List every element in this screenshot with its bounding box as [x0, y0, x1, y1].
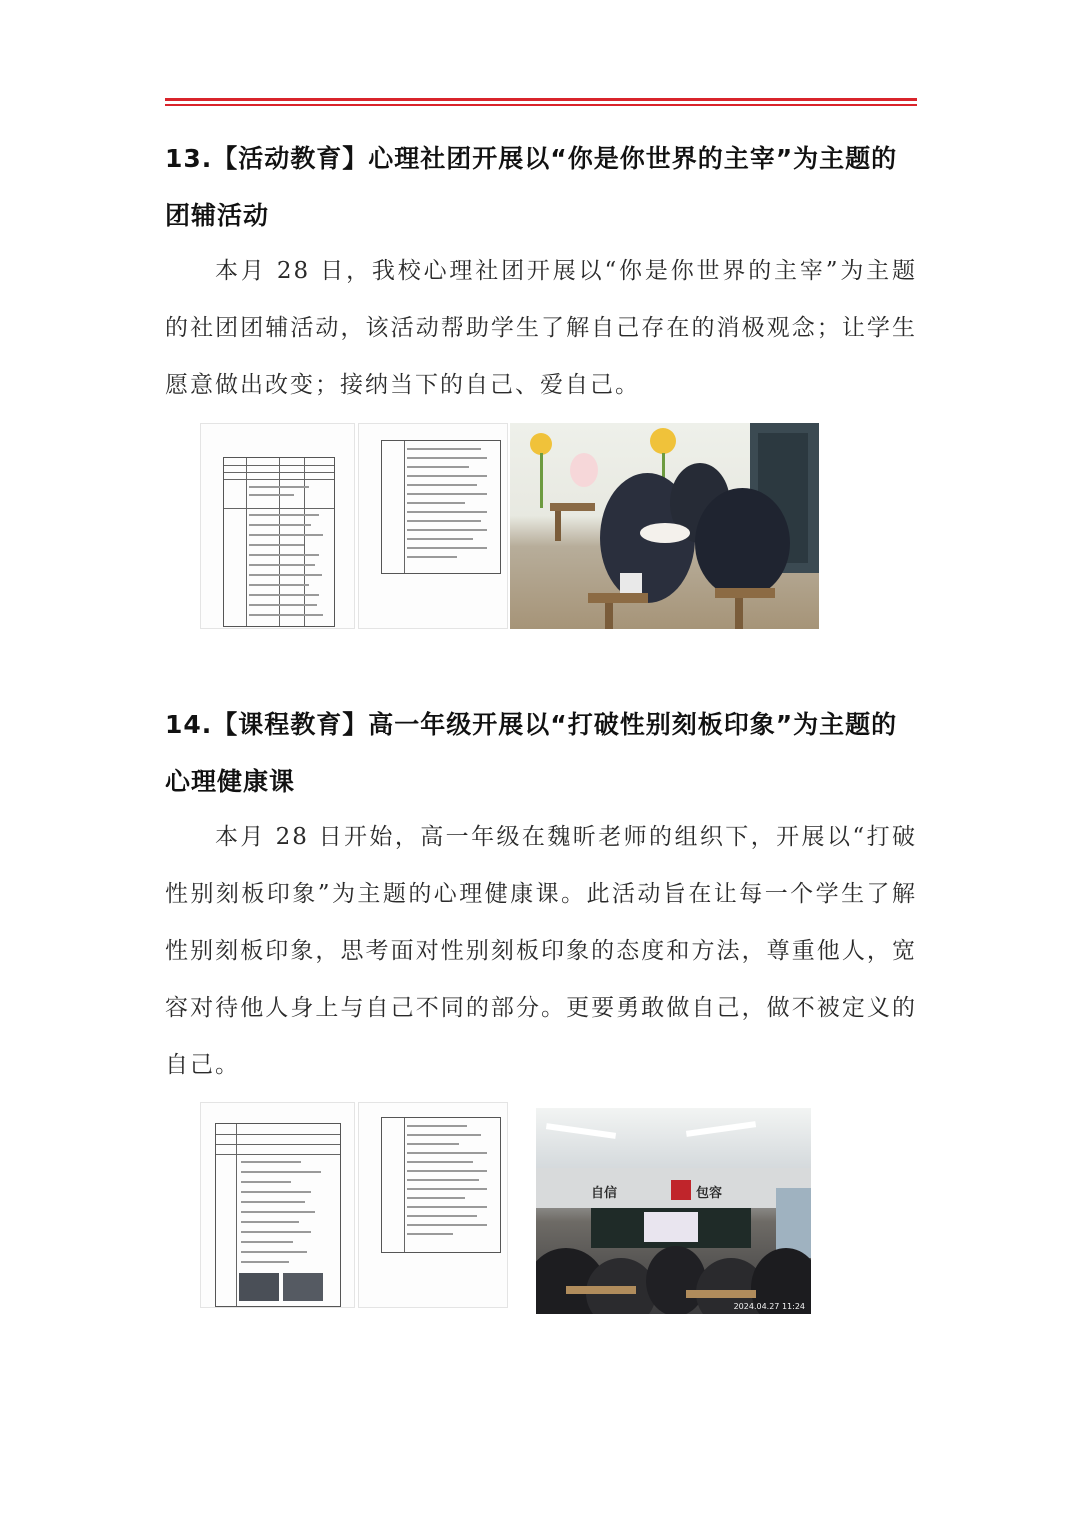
section-14-document-image-2 — [358, 1102, 508, 1308]
section-14-classroom-photo: 自信 包容 2024.04.27 11:24 — [536, 1108, 811, 1314]
section-14-body: 本月 28 日开始，高一年级在魏昕老师的组织下，开展以“打破性别刻板印象”为主题的心理健康课。此活动旨在让每一个学生了解性别刻板印象，思考面对性别刻板印象的态度和方法，尊重他人，宽容对待他人身上与自己不同的部分。更要勇敢做自己，做不被定义的自己。 — [165, 824, 917, 1078]
section-13-body: 本月 28 日，我校心理社团开展以“你是你世界的主宰”为主题的社团团辅活动，该活动帮助学生了解自己存在的消极观念；让学生愿意做出改变；接纳当下的自己、爱自己。 — [165, 258, 917, 398]
section-13-group-activity-photo — [510, 423, 819, 629]
section-13-document-image-1 — [200, 423, 355, 629]
header-rule-top — [165, 98, 917, 101]
header-rule-bottom — [165, 104, 917, 106]
section-13-heading: 13.【活动教育】心理社团开展以“你是你世界的主宰”为主题的团辅活动 — [165, 144, 898, 230]
section-14-heading: 14.【课程教育】高一年级开展以“打破性别刻板印象”为主题的心理健康课 — [165, 710, 898, 796]
photo-timestamp: 2024.04.27 11:24 — [733, 1302, 805, 1311]
section-14-document-image-1 — [200, 1102, 355, 1308]
section-13-document-image-2 — [358, 423, 508, 629]
